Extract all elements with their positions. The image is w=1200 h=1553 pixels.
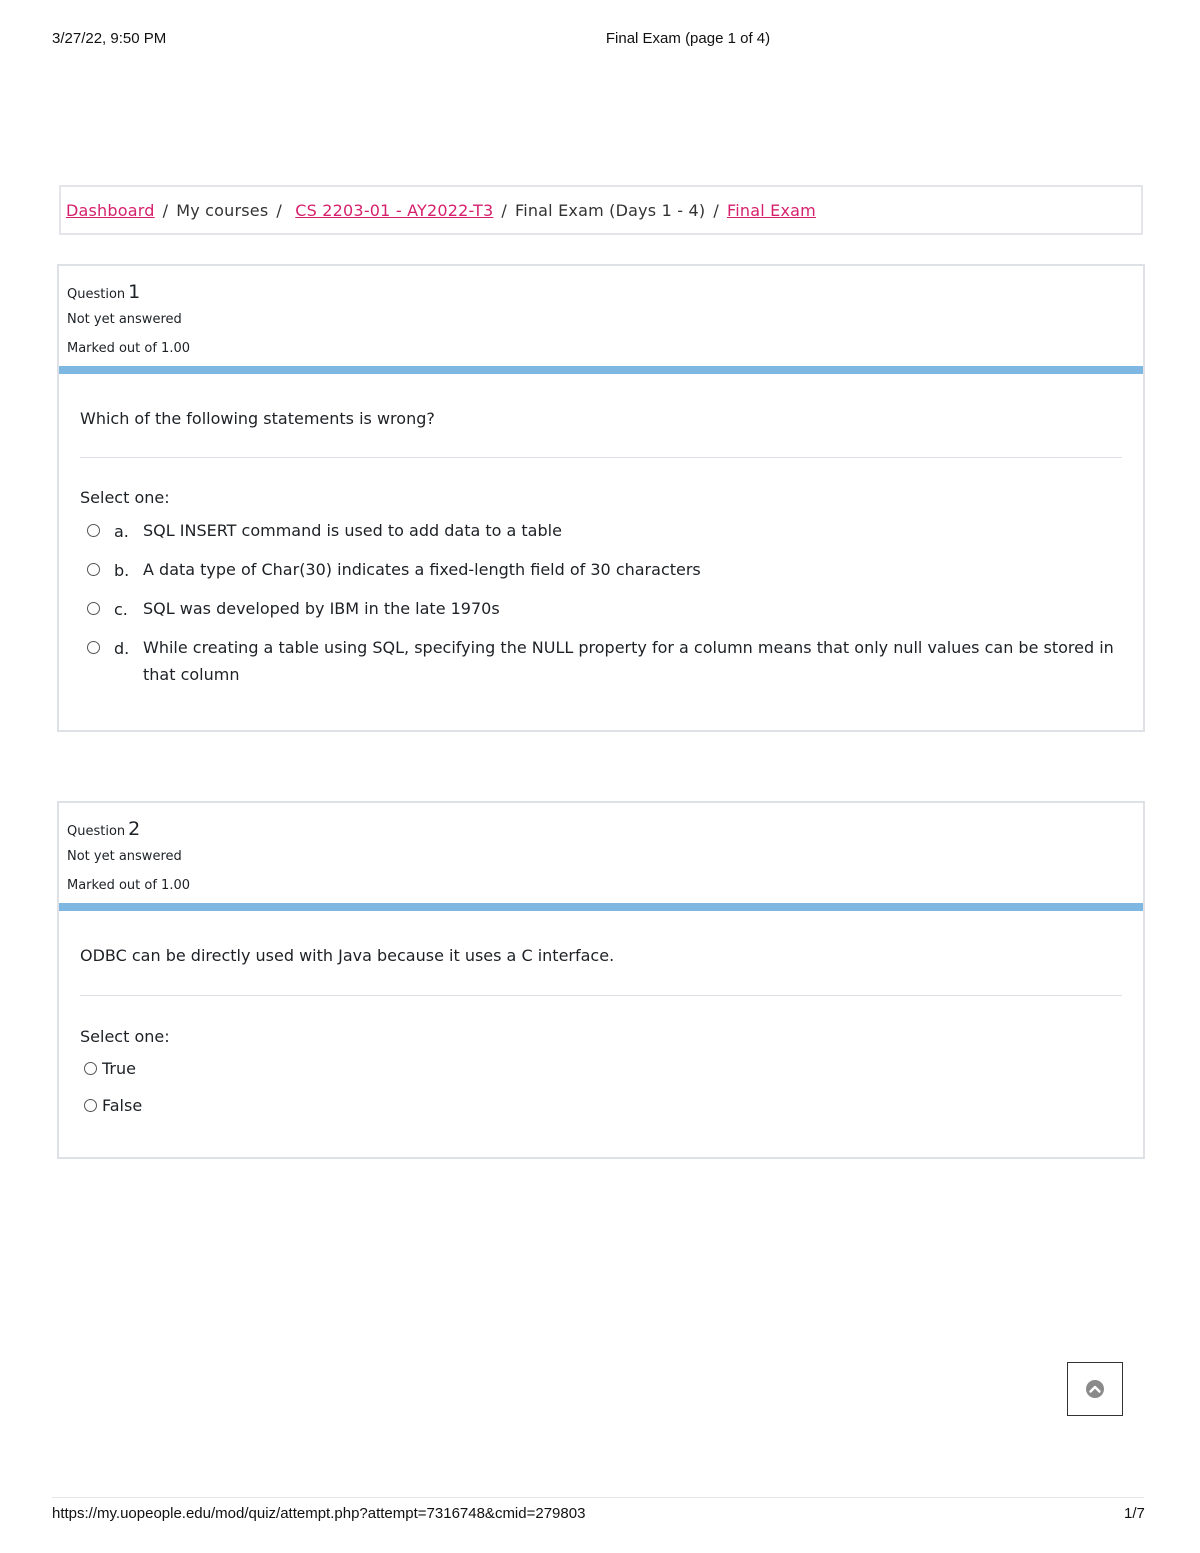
- question-number-value: 2: [128, 818, 141, 840]
- option-text: True: [102, 1059, 136, 1078]
- option-text: While creating a table using SQL, specifying the NULL property for a column means that only null values can be stored in that column: [143, 638, 1114, 684]
- option-text: A data type of Char(30) indicates a fixed-length field of 30 characters: [143, 560, 701, 579]
- radio-button[interactable]: [87, 602, 100, 615]
- question-accent-bar: [59, 366, 1143, 374]
- answer-option-c[interactable]: [87, 600, 1117, 622]
- radio-button[interactable]: [87, 641, 100, 654]
- radio-button[interactable]: [87, 563, 100, 576]
- question-label: Question: [67, 824, 126, 839]
- question-divider: [80, 457, 1122, 458]
- print-page-title: Final Exam (page 1 of 4): [605, 30, 771, 47]
- print-url: https://my.uopeople.edu/mod/quiz/attempt.php?attempt=7316748&cmid=279803: [52, 1505, 586, 1522]
- question-grade: Marked out of 1.00: [67, 341, 191, 356]
- question-1: [57, 264, 1145, 732]
- option-text: SQL was developed by IBM in the late 1970s: [143, 599, 500, 618]
- option-letter: c.: [114, 600, 128, 619]
- question-state: Not yet answered: [67, 312, 182, 327]
- breadcrumb-section: Final Exam (Days 1 - 4): [514, 201, 706, 220]
- select-one-prompt: Select one:: [80, 1027, 170, 1046]
- question-divider: [80, 995, 1122, 996]
- question-text: ODBC can be directly used with Java because it uses a C interface.: [80, 946, 615, 965]
- print-datetime: 3/27/22, 9:50 PM: [52, 30, 167, 47]
- radio-button[interactable]: [84, 1062, 97, 1075]
- answer-option-d[interactable]: [87, 639, 1117, 689]
- answer-option-b[interactable]: [87, 561, 1117, 583]
- question-grade: Marked out of 1.00: [67, 878, 191, 893]
- footer-divider: [52, 1497, 1144, 1498]
- question-number: [67, 818, 140, 840]
- option-letter: a.: [114, 522, 129, 541]
- chevron-up-circle-icon: [1072, 1367, 1118, 1411]
- breadcrumb-separator: /: [162, 201, 169, 220]
- option-text: SQL INSERT command is used to add data to a table: [143, 521, 562, 540]
- question-2: [57, 801, 1145, 1159]
- breadcrumb-dashboard-link[interactable]: Dashboard: [66, 201, 155, 220]
- option-letter: d.: [114, 639, 130, 658]
- scroll-to-top-button[interactable]: [1067, 1362, 1123, 1416]
- option-text: False: [102, 1096, 143, 1115]
- breadcrumb-quiz-link[interactable]: Final Exam: [726, 201, 816, 220]
- breadcrumb-separator: /: [501, 201, 507, 220]
- select-one-prompt: Select one:: [80, 488, 170, 507]
- option-letter: b.: [114, 561, 130, 580]
- answer-option-a[interactable]: [87, 522, 1117, 544]
- radio-button[interactable]: [84, 1099, 97, 1112]
- question-accent-bar: [59, 903, 1143, 911]
- question-number-value: 1: [128, 281, 141, 303]
- breadcrumb-bar: [59, 185, 1143, 235]
- breadcrumb-separator: /: [276, 201, 282, 220]
- breadcrumb: [66, 201, 816, 220]
- question-text: Which of the following statements is wrong?: [80, 409, 435, 428]
- breadcrumb-separator: /: [713, 201, 719, 220]
- print-page-number: 1/7: [1124, 1505, 1145, 1522]
- breadcrumb-my-courses: My courses: [176, 201, 269, 220]
- question-state: Not yet answered: [67, 849, 182, 864]
- question-label: Question: [67, 287, 126, 302]
- breadcrumb-course-link[interactable]: CS 2203-01 - AY2022-T3: [295, 201, 494, 220]
- radio-button[interactable]: [87, 524, 100, 537]
- question-number: [67, 281, 140, 303]
